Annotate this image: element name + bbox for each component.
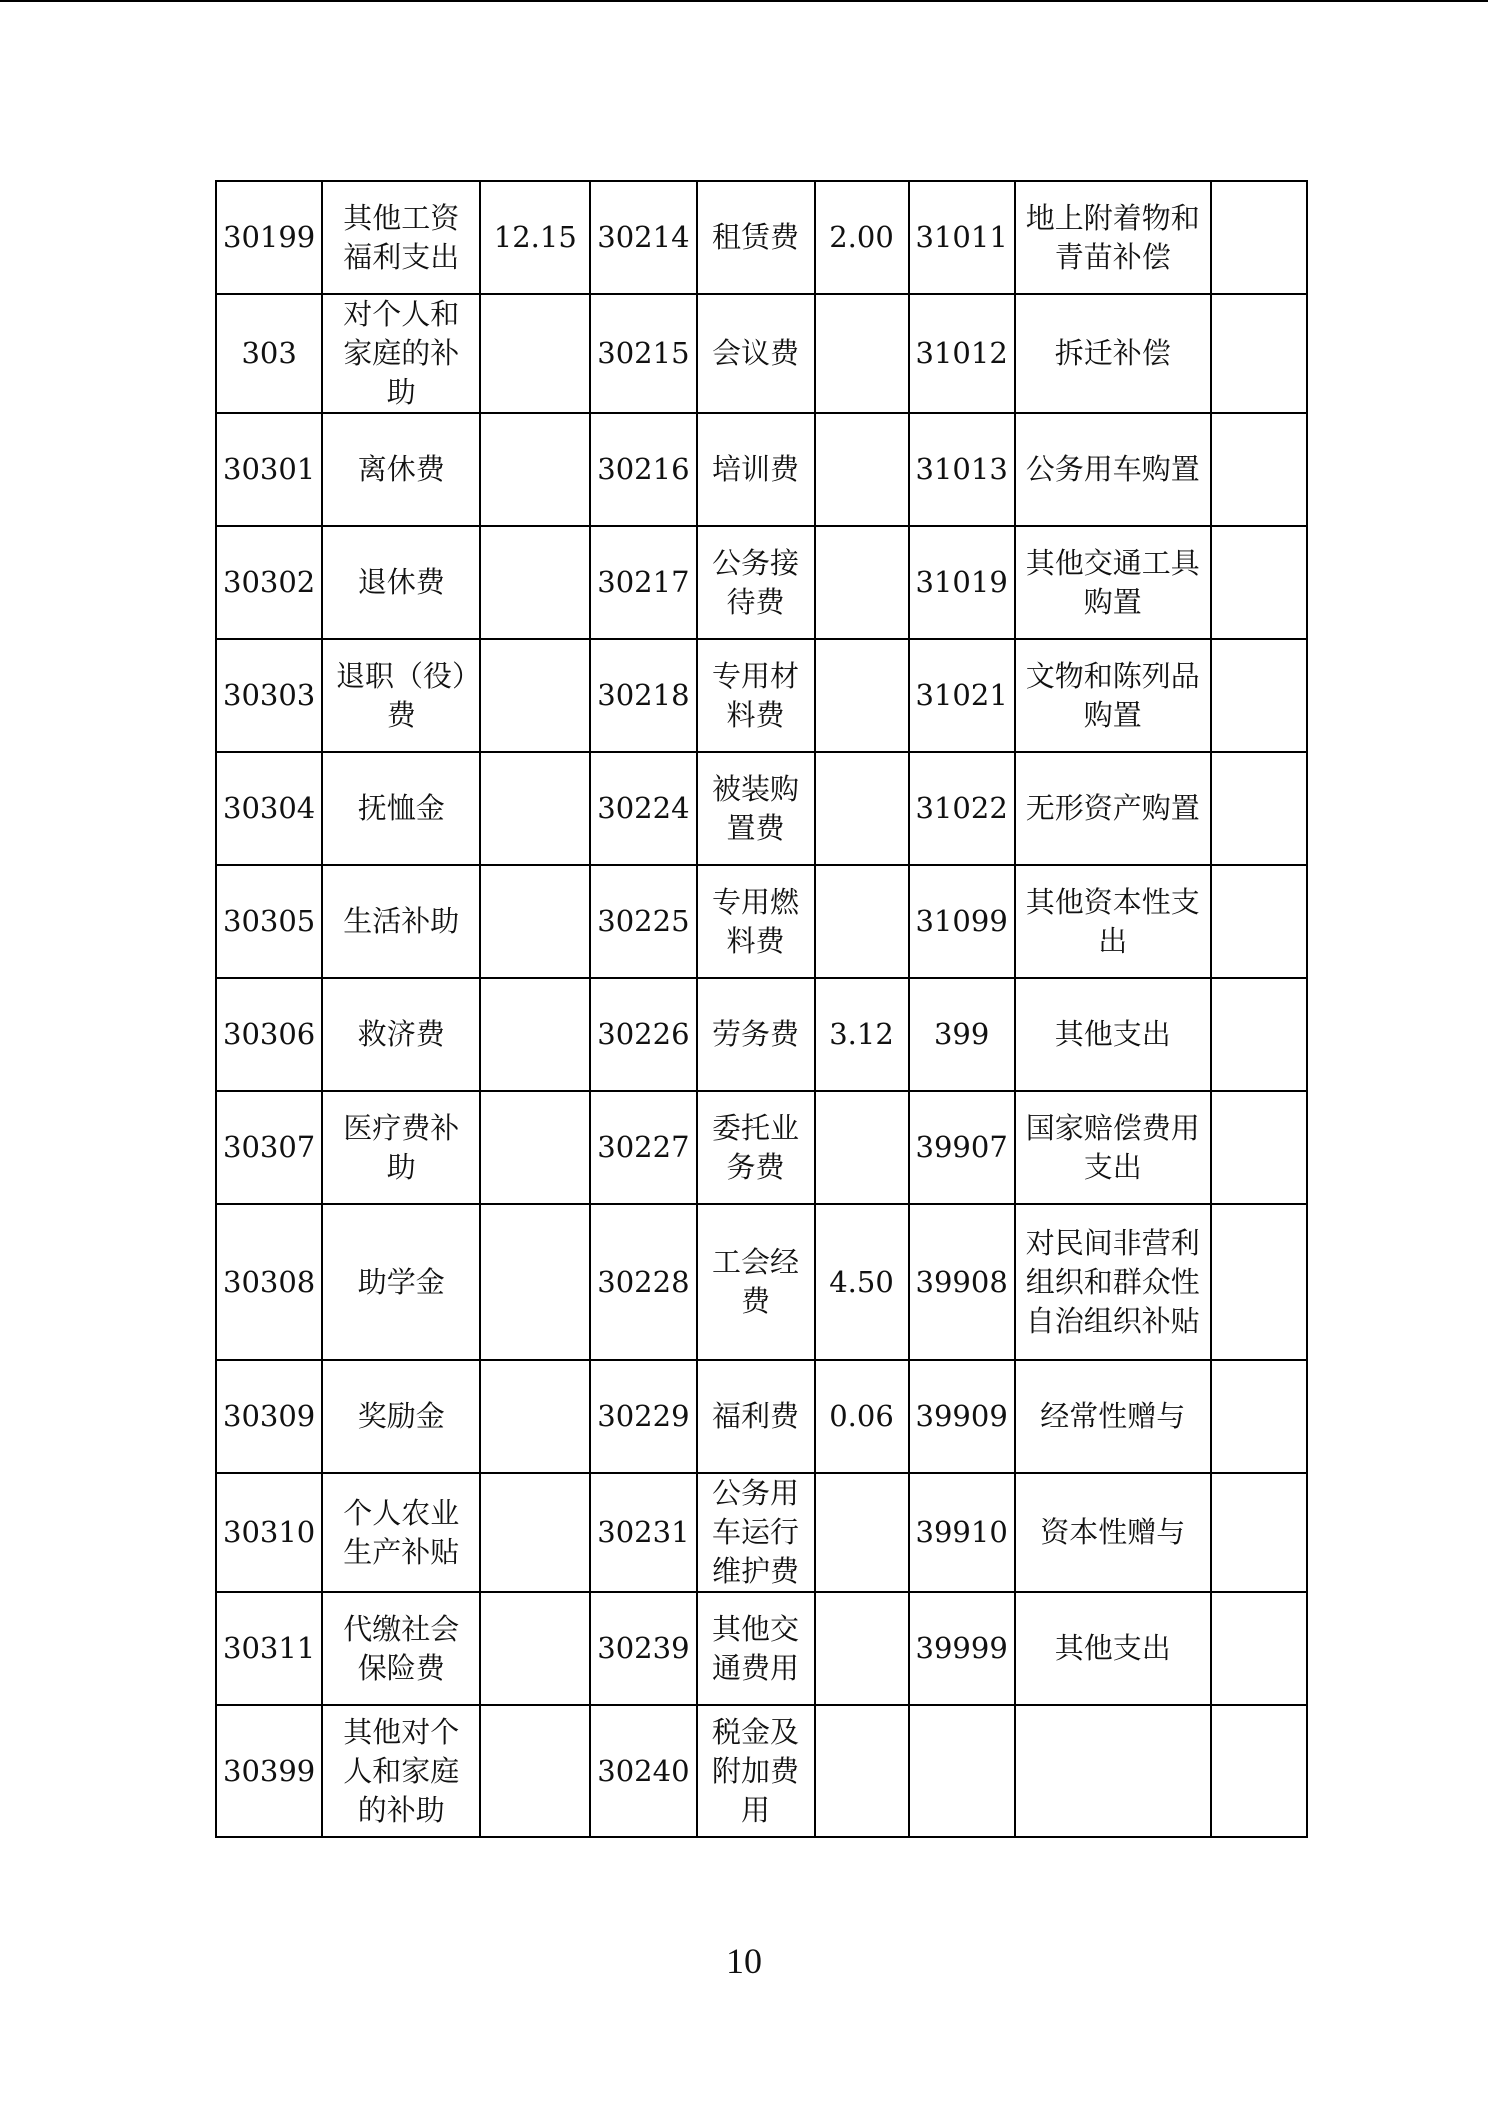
table-row (216, 1473, 1307, 1592)
code-cell: 30224 (590, 752, 696, 865)
amount-cell (480, 978, 590, 1091)
amount-cell (1211, 526, 1307, 639)
table-body (216, 181, 1307, 1837)
code-cell: 30216 (590, 413, 696, 526)
item-name-cell: 其他工资福利支出 (322, 181, 480, 294)
code-cell: 30399 (216, 1705, 322, 1837)
code-cell: 30199 (216, 181, 322, 294)
item-name-cell: 公务用车购置 (1015, 413, 1211, 526)
code-cell (909, 1705, 1015, 1837)
table-row (216, 413, 1307, 526)
item-name-cell: 对民间非营利组织和群众性自治组织补贴 (1015, 1204, 1211, 1360)
amount-cell (1211, 413, 1307, 526)
amount-cell (1211, 294, 1307, 413)
item-name-cell: 国家赔偿费用支出 (1015, 1091, 1211, 1204)
item-name-cell: 地上附着物和青苗补偿 (1015, 181, 1211, 294)
amount-cell (480, 1360, 590, 1473)
code-cell: 30306 (216, 978, 322, 1091)
code-cell: 30305 (216, 865, 322, 978)
top-border-line (0, 0, 1488, 2)
budget-table-container (215, 180, 1308, 1838)
amount-cell (1211, 181, 1307, 294)
item-name-cell: 劳务费 (697, 978, 815, 1091)
amount-cell (815, 752, 909, 865)
item-name-cell: 无形资产购置 (1015, 752, 1211, 865)
amount-cell (480, 1473, 590, 1592)
item-name-cell: 培训费 (697, 413, 815, 526)
amount-cell (1211, 1705, 1307, 1837)
item-name-cell: 退职（役）费 (322, 639, 480, 752)
amount-cell: 12.15 (480, 181, 590, 294)
code-cell: 31019 (909, 526, 1015, 639)
item-name-cell: 其他对个人和家庭的补助 (322, 1705, 480, 1837)
amount-cell: 3.12 (815, 978, 909, 1091)
item-name-cell: 生活补助 (322, 865, 480, 978)
amount-cell (815, 526, 909, 639)
code-cell: 30301 (216, 413, 322, 526)
code-cell: 31099 (909, 865, 1015, 978)
code-cell: 30228 (590, 1204, 696, 1360)
code-cell: 31012 (909, 294, 1015, 413)
code-cell: 31022 (909, 752, 1015, 865)
code-cell: 39910 (909, 1473, 1015, 1592)
item-name-cell: 救济费 (322, 978, 480, 1091)
code-cell: 30307 (216, 1091, 322, 1204)
amount-cell (480, 413, 590, 526)
code-cell: 30310 (216, 1473, 322, 1592)
item-name-cell: 其他支出 (1015, 1592, 1211, 1705)
expenditure-code-table (215, 180, 1308, 1838)
code-cell: 30240 (590, 1705, 696, 1837)
table-row (216, 1091, 1307, 1204)
code-cell: 39907 (909, 1091, 1015, 1204)
amount-cell (480, 294, 590, 413)
table-row (216, 1592, 1307, 1705)
code-cell: 30225 (590, 865, 696, 978)
item-name-cell: 专用燃料费 (697, 865, 815, 978)
amount-cell (1211, 1360, 1307, 1473)
code-cell: 30218 (590, 639, 696, 752)
item-name-cell: 离休费 (322, 413, 480, 526)
item-name-cell: 专用材料费 (697, 639, 815, 752)
table-row (216, 865, 1307, 978)
code-cell: 30227 (590, 1091, 696, 1204)
amount-cell (1211, 639, 1307, 752)
table-row (216, 752, 1307, 865)
item-name-cell: 医疗费补助 (322, 1091, 480, 1204)
amount-cell (815, 1705, 909, 1837)
amount-cell (480, 1592, 590, 1705)
code-cell: 39909 (909, 1360, 1015, 1473)
amount-cell (480, 752, 590, 865)
amount-cell (480, 1705, 590, 1837)
amount-cell (480, 526, 590, 639)
code-cell: 30229 (590, 1360, 696, 1473)
code-cell: 399 (909, 978, 1015, 1091)
table-row (216, 1360, 1307, 1473)
item-name-cell (1015, 1705, 1211, 1837)
amount-cell (1211, 978, 1307, 1091)
code-cell: 303 (216, 294, 322, 413)
code-cell: 39999 (909, 1592, 1015, 1705)
item-name-cell: 会议费 (697, 294, 815, 413)
amount-cell (815, 413, 909, 526)
amount-cell (1211, 865, 1307, 978)
amount-cell (815, 294, 909, 413)
amount-cell: 4.50 (815, 1204, 909, 1360)
code-cell: 30217 (590, 526, 696, 639)
code-cell: 31013 (909, 413, 1015, 526)
table-row (216, 639, 1307, 752)
item-name-cell: 税金及附加费用 (697, 1705, 815, 1837)
item-name-cell: 个人农业生产补贴 (322, 1473, 480, 1592)
table-row (216, 294, 1307, 413)
item-name-cell: 助学金 (322, 1204, 480, 1360)
item-name-cell: 其他资本性支出 (1015, 865, 1211, 978)
item-name-cell: 经常性赠与 (1015, 1360, 1211, 1473)
item-name-cell: 退休费 (322, 526, 480, 639)
amount-cell (815, 639, 909, 752)
code-cell: 30303 (216, 639, 322, 752)
item-name-cell: 拆迁补偿 (1015, 294, 1211, 413)
item-name-cell: 委托业务费 (697, 1091, 815, 1204)
table-row (216, 978, 1307, 1091)
item-name-cell: 福利费 (697, 1360, 815, 1473)
table-row (216, 526, 1307, 639)
item-name-cell: 奖励金 (322, 1360, 480, 1473)
code-cell: 30308 (216, 1204, 322, 1360)
code-cell: 30226 (590, 978, 696, 1091)
amount-cell (480, 1091, 590, 1204)
code-cell: 30215 (590, 294, 696, 413)
code-cell: 30214 (590, 181, 696, 294)
item-name-cell: 其他交通费用 (697, 1592, 815, 1705)
item-name-cell: 文物和陈列品购置 (1015, 639, 1211, 752)
amount-cell: 2.00 (815, 181, 909, 294)
amount-cell (1211, 1473, 1307, 1592)
amount-cell (480, 639, 590, 752)
item-name-cell: 工会经费 (697, 1204, 815, 1360)
item-name-cell: 其他交通工具购置 (1015, 526, 1211, 639)
table-row (216, 1705, 1307, 1837)
amount-cell (1211, 1091, 1307, 1204)
amount-cell: 0.06 (815, 1360, 909, 1473)
item-name-cell: 对个人和家庭的补助 (322, 294, 480, 413)
amount-cell (1211, 1592, 1307, 1705)
code-cell: 31021 (909, 639, 1015, 752)
code-cell: 30302 (216, 526, 322, 639)
page-number: 10 (726, 1941, 762, 1981)
amount-cell (815, 1592, 909, 1705)
item-name-cell: 其他支出 (1015, 978, 1211, 1091)
table-row (216, 1204, 1307, 1360)
amount-cell (1211, 752, 1307, 865)
code-cell: 39908 (909, 1204, 1015, 1360)
item-name-cell: 资本性赠与 (1015, 1473, 1211, 1592)
table-row (216, 181, 1307, 294)
item-name-cell: 代缴社会保险费 (322, 1592, 480, 1705)
amount-cell (815, 865, 909, 978)
code-cell: 31011 (909, 181, 1015, 294)
amount-cell (480, 1204, 590, 1360)
code-cell: 30231 (590, 1473, 696, 1592)
code-cell: 30311 (216, 1592, 322, 1705)
item-name-cell: 被装购置费 (697, 752, 815, 865)
amount-cell (815, 1091, 909, 1204)
code-cell: 30304 (216, 752, 322, 865)
amount-cell (480, 865, 590, 978)
amount-cell (815, 1473, 909, 1592)
code-cell: 30239 (590, 1592, 696, 1705)
item-name-cell: 公务接待费 (697, 526, 815, 639)
item-name-cell: 公务用车运行维护费 (697, 1473, 815, 1592)
item-name-cell: 租赁费 (697, 181, 815, 294)
code-cell: 30309 (216, 1360, 322, 1473)
amount-cell (1211, 1204, 1307, 1360)
item-name-cell: 抚恤金 (322, 752, 480, 865)
